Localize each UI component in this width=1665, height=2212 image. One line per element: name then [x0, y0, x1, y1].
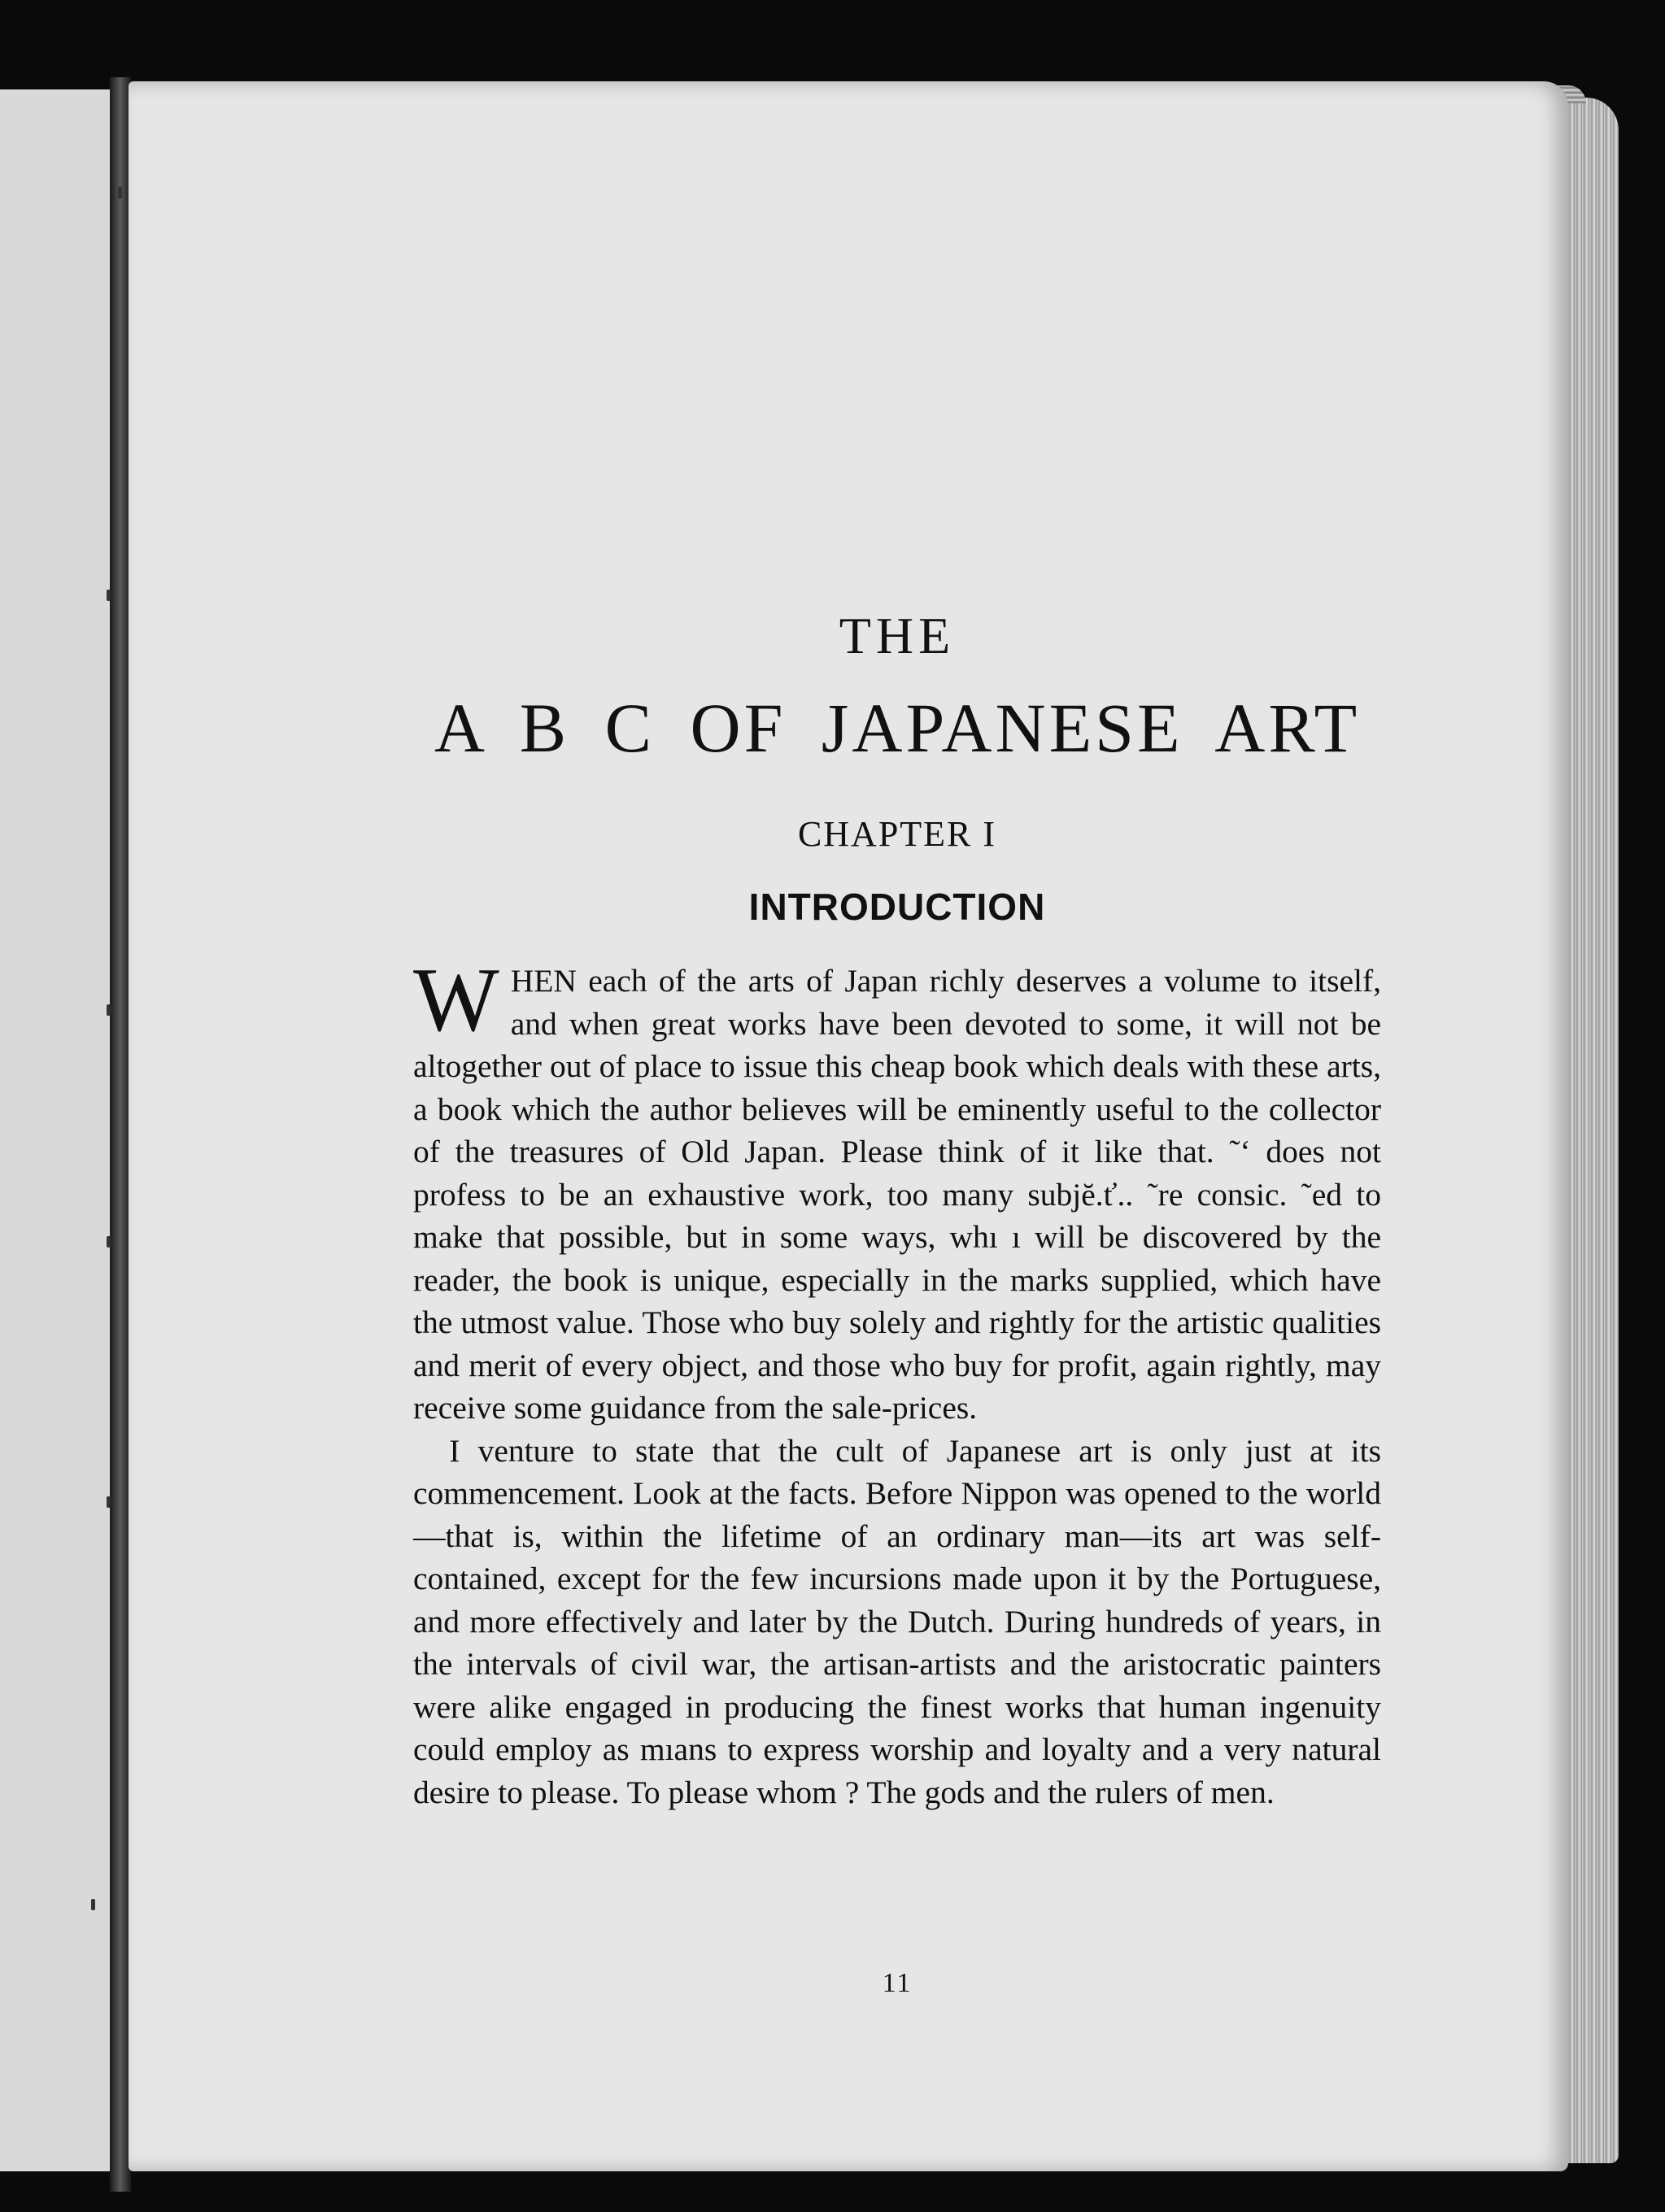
drop-cap: W: [413, 950, 499, 1051]
scan-speck: [107, 1236, 111, 1248]
paragraph-1-text: HEN each of the arts of Japan richly deserves a volume to itself, and when great works have been devoted to some, it will not be altogether out of place to issue this cheap book which deals with these arts, a book which the author believes will be eminently useful to the collector of the treasures of Old Japan. Please think of it like that. ˜‘ does not profess to be an exhaustive work, too many subjĕ.ť.. ˜re consic. ˜ed to make that possible, but in some ways, whı ı will be discovered by the reader, the book is unique, especially in the marks supplied, which have the utmost value. Those who buy solely and rightly for the artistic qualities and merit of every object, and those who buy for profit, again rightly, may receive some guidance from the sale-prices.: [413, 963, 1381, 1426]
scan-speck: [91, 1899, 95, 1910]
page-number: 11: [882, 1968, 913, 1998]
book-title: THE: [839, 607, 956, 664]
scan-speck: [118, 187, 122, 198]
chapter-number: CHAPTER I: [797, 814, 997, 854]
body-text: [413, 950, 1382, 1814]
book-page: [129, 81, 1568, 2171]
scan-speck: [107, 1004, 111, 1016]
paragraph-2-text: I venture to state that the cult of Japanese art is only just at its commencement. Look at the facts. Before Nippon was opened to the world—that is, within the lifetime of an ordinary man—its art was self-contained, except for the few incursions made upon it by the Portuguese, and more effectively and later by the Dutch. During hundreds of years, in the intervals of civil war, the artisan-artists and the aristocratic painters were alike engaged in producing the finest works that human ingenuity could employ as mıans to express worship and loyalty and a very natural desire to please. To please whom ? The gods and the rulers of men.: [413, 1432, 1382, 1810]
paragraph-2: [413, 1430, 1381, 1814]
left-page-edge: [0, 89, 115, 2171]
chapter-title: INTRODUCTION: [748, 886, 1046, 928]
scan-speck: [107, 590, 111, 601]
book-subtitle: A B C OF JAPANESE ART: [434, 689, 1361, 767]
scan-speck: [107, 1496, 111, 1508]
paragraph-1: [413, 950, 1381, 1430]
